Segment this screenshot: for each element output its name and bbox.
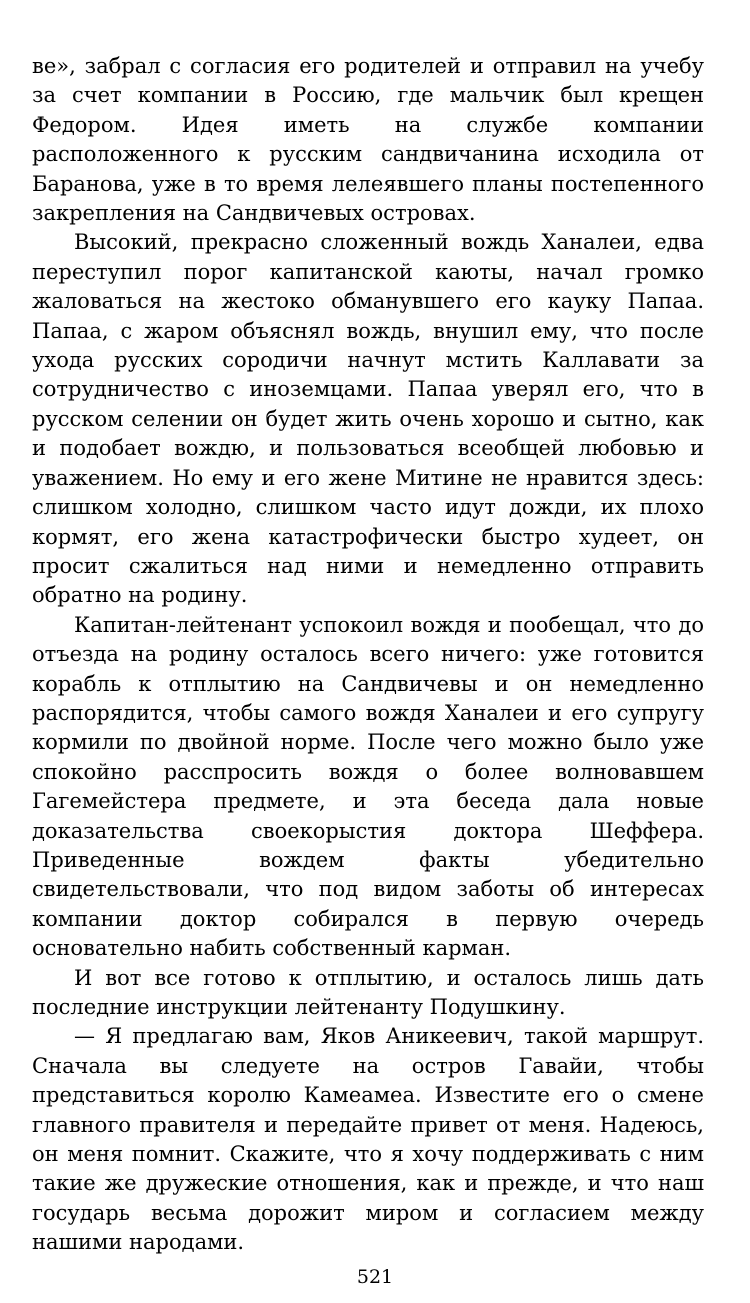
paragraph-5: — Я предлагаю вам, Яков Аникеевич, такой маршрут. Сначала вы следуете на остров Гавайи, чтобы представиться королю Камеамеа. Известите его о смене главного правителя и передайте привет от меня. Надеюсь, он меня помнит. Скажите, что я хочу поддерживать с ним такие же дружеские отношения, как и прежде, и что наш государь весьма дорожит миром и согласием между нашими народами.: [32, 1024, 704, 1255]
paragraph-1: ве», забрал с согласия его родителей и отправил на учебу за счет компании в Россию, где мальчик был крещен Федором. Идея иметь на службе компании расположенного к русским сандвичанина исходила от Баранова, уже в то время лелеявшего планы постепенного закрепления на Сандвичевых островах.: [32, 54, 704, 226]
page-number: 521: [356, 1266, 394, 1288]
paragraph-3: Капитан-лейтенант успокоил вождя и пообещал, что до отъезда на родину осталось всего ничего: уже готовится корабль к отплытию на Сандвичевы и он немедленно распорядится, чтобы самого вождя Ханалеи и его супругу кормили по двойной норме. После чего можно было уже спокойно расспросить вождя о более волновавшем Гагемейстера предмете, и эта беседа дала новые доказательства своекорыстия доктора Шеффера. Приведенные вождем факты убедительно свидетельствовали, что под видом заботы об интересах компании доктор собирался в первую очередь основательно набить собственный карман.: [32, 612, 704, 961]
page-body: [32, 52, 704, 1258]
paragraph-4: И вот все готово к отплытию, и осталось лишь дать последние инструкции лейтенанту Подушкину.: [32, 965, 704, 1019]
paragraph-2: Высокий, прекрасно сложенный вождь Ханалеи, едва переступил порог капитанской каюты, начал громко жаловаться на жестоко обманувшего его кауку Папаа. Папаа, с жаром объяснял вождь, внушил ему, что после ухода русских сородичи начнут мстить Каллавати за сотрудничество с иноземцами. Папаа уверял его, что в русском селении он будет жить очень хорошо и сытно, как и подобает вождю, и пользоваться всеобщей любовью и уважением. Но ему и его жене Митине не нравится здесь: слишком холодно, слишком часто идут дожди, их плохо кормят, его жена катастрофически быстро худеет, он просит сжалиться над ними и немедленно отправить обратно на родину.: [32, 230, 704, 608]
